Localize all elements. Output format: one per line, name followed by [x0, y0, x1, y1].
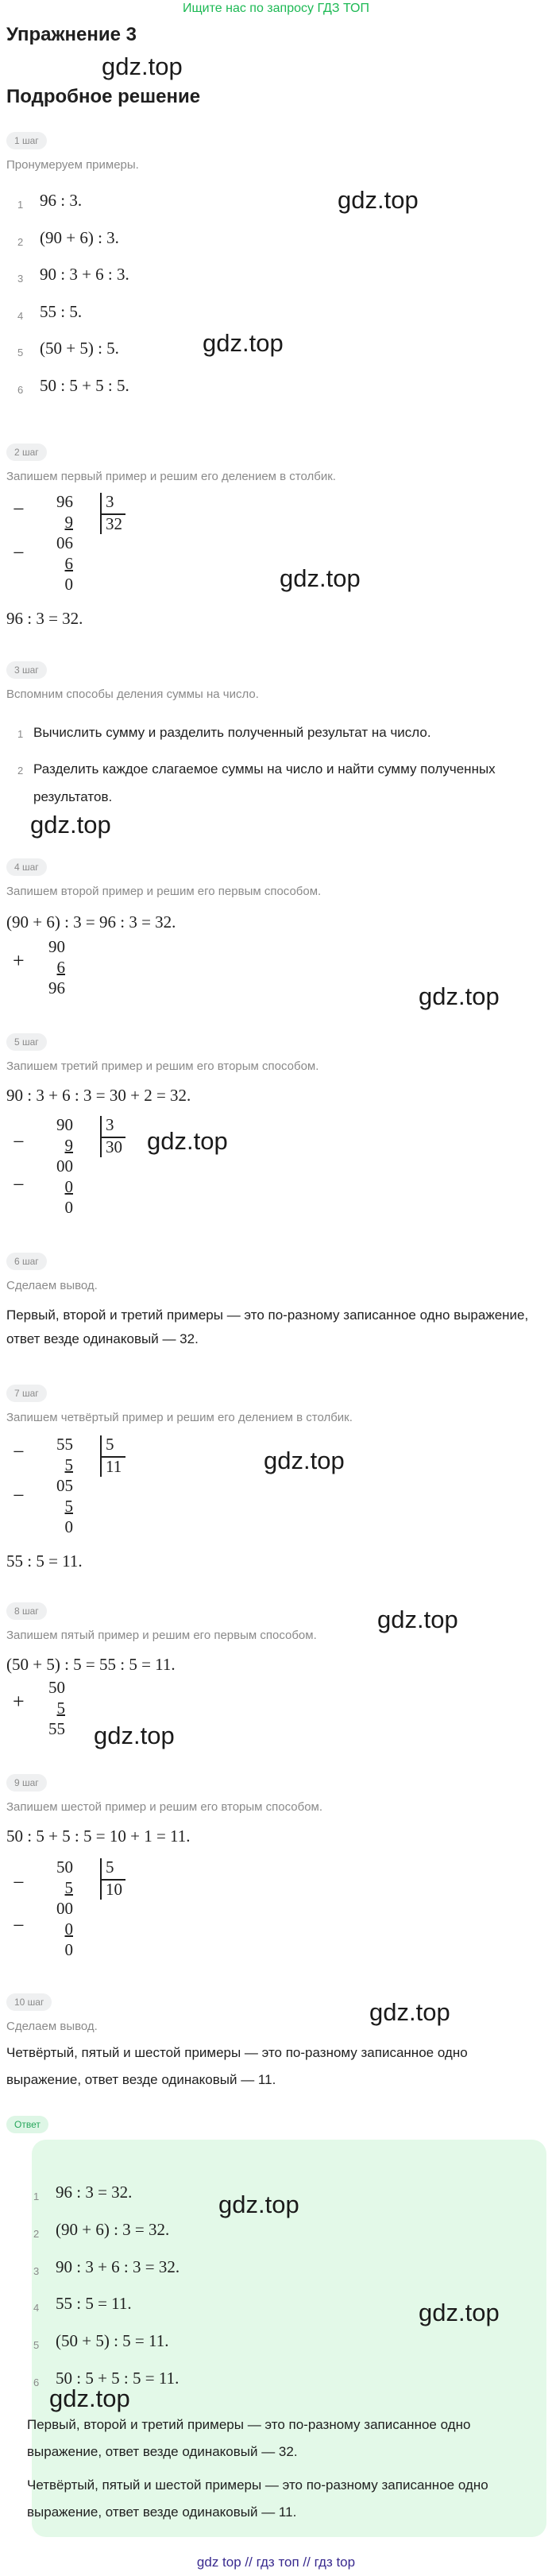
column-digit: 50 [56, 1857, 73, 1877]
column-digit: 6 [64, 554, 73, 573]
minus-sign: − [13, 1871, 25, 1894]
step-intro: Запишем пятый пример и решим его первым способом. [6, 1629, 317, 1642]
example-expression: 55 : 5. [40, 302, 83, 321]
answer-expression: 55 : 5 = 11. [56, 2294, 132, 2313]
list-number: 4 [17, 310, 24, 322]
column-digit: 0 [64, 575, 73, 594]
step-badge: 10 шаг [6, 1993, 52, 2011]
answer-expression: 96 : 3 = 32. [56, 2183, 133, 2202]
exercise-title: Упражнение 3 [6, 24, 137, 45]
answer-expression: (50 + 5) : 5 = 11. [56, 2331, 169, 2350]
column-digit: 9 [64, 1136, 73, 1155]
plus-sign: + [13, 1690, 25, 1713]
minus-sign: − [13, 1914, 25, 1937]
list-number: 4 [33, 2302, 40, 2314]
column-digit: 0 [64, 1919, 73, 1939]
column-digit: 0 [64, 1517, 73, 1536]
list-number: 2 [17, 765, 24, 777]
minus-sign: − [13, 498, 25, 521]
step-expression: 50 : 5 + 5 : 5 = 10 + 1 = 11. [6, 1826, 191, 1846]
conclusion-text: выражение, ответ везде одинаковый — 11. [6, 2072, 276, 2087]
quotient: 11 [106, 1457, 122, 1476]
step-intro: Запишем второй пример и решим его первым способом. [6, 885, 322, 898]
list-number: 6 [17, 384, 24, 396]
step-badge: 9 шаг [6, 1774, 47, 1792]
step-badge: 7 шаг [6, 1385, 47, 1402]
step-intro: Запишем первый пример и решим его делением в столбик. [6, 470, 336, 483]
minus-sign: − [13, 1173, 25, 1196]
method-text: результатов. [33, 789, 113, 804]
minus-sign: − [13, 1440, 25, 1463]
column-digit: 50 [48, 1678, 65, 1697]
quotient: 30 [106, 1137, 122, 1156]
answer-expression: (90 + 6) : 3 = 32. [56, 2220, 170, 2239]
column-digit: 9 [64, 513, 73, 532]
step-badge: 3 шаг [6, 661, 47, 679]
watermark: gdz.top [94, 1722, 175, 1749]
step-intro: Пронумеруем примеры. [6, 158, 139, 172]
quotient: 32 [106, 514, 122, 533]
column-digit: 5 [56, 1699, 65, 1718]
step-expression: (50 + 5) : 5 = 55 : 5 = 11. [6, 1655, 176, 1674]
column-digit: 00 [56, 1156, 73, 1176]
example-expression: 50 : 5 + 5 : 5. [40, 376, 129, 395]
footer-links[interactable]: gdz top // гдз топ // гдз top [196, 2555, 356, 2570]
answer-badge: Ответ [6, 2116, 48, 2133]
watermark: gdz.top [218, 2191, 299, 2218]
column-digit: 0 [64, 1177, 73, 1196]
step-intro: Запишем шестой пример и решим его вторым способом. [6, 1800, 323, 1814]
solution-subtitle: Подробное решение [6, 86, 201, 107]
column-digit: 96 [48, 978, 65, 997]
list-number: 6 [33, 2377, 40, 2388]
minus-sign: − [13, 541, 25, 564]
watermark: gdz.top [102, 52, 183, 80]
answer-text: выражение, ответ везде одинаковый — 32. [27, 2444, 298, 2459]
column-digit: 5 [64, 1497, 73, 1516]
example-expression: (90 + 6) : 3. [40, 228, 119, 247]
answer-expression: 50 : 5 + 5 : 5 = 11. [56, 2369, 179, 2388]
step-intro: Сделаем вывод. [6, 1279, 98, 1292]
divisor: 5 [106, 1435, 114, 1454]
watermark: gdz.top [377, 1606, 458, 1633]
minus-sign: − [13, 1130, 25, 1153]
column-digit: 0 [64, 1198, 73, 1217]
answer-text: Первый, второй и третий примеры — это по-разному записанное одно [27, 2417, 471, 2432]
column-digit: 00 [56, 1899, 73, 1918]
column-digit: 5 [64, 1878, 73, 1897]
watermark: gdz.top [147, 1127, 228, 1155]
plus-sign: + [13, 949, 25, 972]
column-digit: 6 [56, 958, 65, 977]
conclusion-text: Четвёртый, пятый и шестой примеры — это по-разному записанное одно [6, 2045, 468, 2060]
method-text: Разделить каждое слагаемое суммы на число и найти сумму полученных [33, 761, 496, 777]
list-number: 5 [33, 2339, 40, 2351]
step-intro: Запишем третий пример и решим его вторым способом. [6, 1059, 319, 1073]
divisor: 3 [106, 492, 114, 511]
list-number: 1 [17, 199, 24, 211]
search-hint-link[interactable]: Ищите нас по запросу ГДЗ ТОП [183, 2, 369, 15]
list-number: 1 [33, 2191, 40, 2202]
column-digit: 96 [56, 492, 73, 511]
answer-expression: 90 : 3 + 6 : 3 = 32. [56, 2257, 180, 2276]
step-badge: 8 шаг [6, 1602, 47, 1620]
list-number: 1 [17, 728, 24, 740]
step-result: 55 : 5 = 11. [6, 1551, 83, 1571]
step-intro: Вспомним способы деления суммы на число. [6, 688, 259, 701]
step-expression: (90 + 6) : 3 = 96 : 3 = 32. [6, 912, 176, 932]
answer-text: выражение, ответ везде одинаковый — 11. [27, 2504, 297, 2520]
watermark: gdz.top [49, 2384, 130, 2412]
step-badge: 4 шаг [6, 858, 47, 876]
watermark: gdz.top [280, 564, 361, 592]
watermark: gdz.top [338, 186, 419, 214]
step-expression: 90 : 3 + 6 : 3 = 30 + 2 = 32. [6, 1086, 191, 1105]
list-number: 3 [33, 2265, 40, 2277]
watermark: gdz.top [369, 1998, 450, 2026]
divisor: 5 [106, 1857, 114, 1877]
list-number: 5 [17, 347, 24, 358]
watermark: gdz.top [30, 811, 111, 839]
quotient: 10 [106, 1880, 122, 1899]
step-intro: Запишем четвёртый пример и решим его делением в столбик. [6, 1411, 353, 1424]
list-number: 3 [17, 273, 24, 285]
step-intro: Сделаем вывод. [6, 2020, 98, 2033]
answer-text: Четвёртый, пятый и шестой примеры — это по-разному записанное одно [27, 2477, 488, 2493]
watermark: gdz.top [203, 329, 284, 357]
example-expression: 90 : 3 + 6 : 3. [40, 265, 129, 284]
list-number: 2 [17, 236, 24, 248]
step-badge: 1 шаг [6, 132, 47, 149]
watermark: gdz.top [419, 982, 500, 1010]
example-expression: 96 : 3. [40, 191, 83, 210]
column-digit: 05 [56, 1476, 73, 1495]
step-badge: 6 шаг [6, 1253, 47, 1270]
example-expression: (50 + 5) : 5. [40, 339, 119, 358]
column-digit: 55 [56, 1435, 73, 1454]
column-digit: 0 [64, 1940, 73, 1959]
minus-sign: − [13, 1484, 25, 1507]
divisor: 3 [106, 1115, 114, 1134]
column-digit: 5 [64, 1455, 73, 1474]
method-text: Вычислить сумму и разделить полученный результат на число. [33, 725, 431, 740]
column-digit: 55 [48, 1719, 65, 1738]
step-result: 96 : 3 = 32. [6, 609, 83, 628]
step-badge: 2 шаг [6, 444, 47, 461]
column-digit: 90 [48, 937, 65, 956]
column-digit: 06 [56, 533, 73, 552]
watermark: gdz.top [264, 1447, 345, 1474]
step-badge: 5 шаг [6, 1033, 47, 1051]
watermark: gdz.top [419, 2299, 500, 2326]
column-digit: 90 [56, 1115, 73, 1134]
list-number: 2 [33, 2228, 40, 2240]
conclusion-text: Первый, второй и третий примеры — это по-разному записанное одно выражение, ответ везде одинаковый — 32. [6, 1307, 529, 1346]
